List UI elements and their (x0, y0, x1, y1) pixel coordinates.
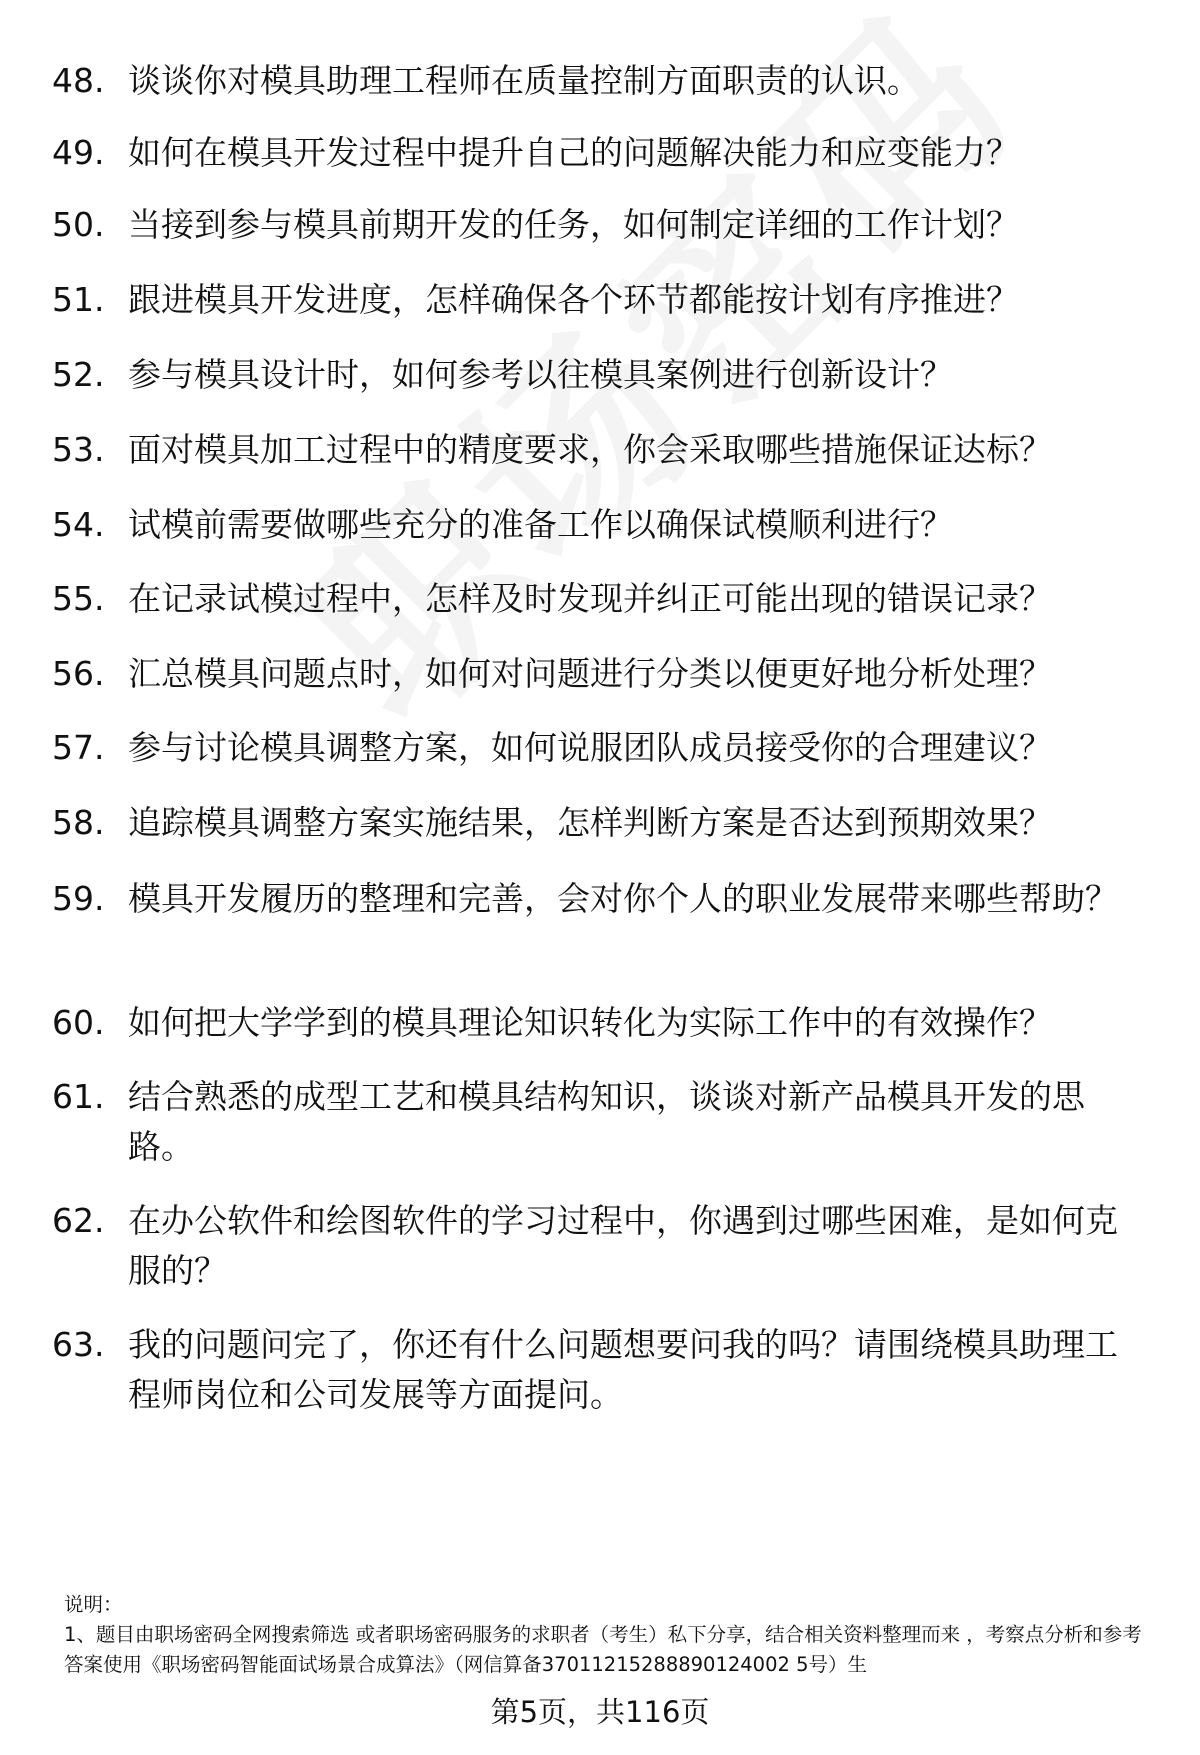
question-number: 55. (52, 579, 105, 618)
question-item (52, 574, 1152, 624)
question-text: 当接到参与模具前期开发的任务，如何制定详细的工作计划？ (128, 205, 1019, 244)
question-text: 如何把大学学到的模具理论知识转化为实际工作中的有效操作？ (128, 1003, 1052, 1042)
question-text: 在记录试模过程中，怎样及时发现并纠正可能出现的错误记录？ (128, 579, 1052, 618)
question-number: 48. (52, 61, 105, 100)
question-text: 试模前需要做哪些充分的准备工作以确保试模顺利进行？ (128, 505, 953, 544)
question-text: 谈谈你对模具助理工程师在质量控制方面职责的认识。 (128, 61, 920, 100)
question-text: 结合熟悉的成型工艺和模具结构知识，谈谈对新产品模具开发的思路。 (128, 1077, 1085, 1166)
notes-section (64, 1590, 1154, 1680)
question-number: 62. (52, 1201, 105, 1240)
question-number: 54. (52, 505, 105, 544)
question-item (52, 425, 1152, 475)
question-number: 53. (52, 430, 105, 469)
question-number: 57. (52, 728, 105, 767)
question-item (52, 1196, 1152, 1296)
question-number: 49. (52, 133, 105, 172)
question-number: 56. (52, 654, 105, 693)
question-item (52, 1320, 1152, 1420)
question-text: 跟进模具开发进度，怎样确保各个环节都能按计划有序推进？ (128, 280, 1019, 319)
question-item (52, 723, 1152, 773)
question-item (52, 1072, 1152, 1172)
question-item (52, 998, 1152, 1048)
question-item (52, 200, 1152, 250)
notes-heading: 说明： (64, 1593, 123, 1616)
page-number: 第5页，共116页 (490, 1695, 710, 1729)
notes-item: 1、题目由职场密码全网搜索筛选 或者职场密码服务的求职者（考生）私下分享，结合相关资料整理而来 ，考察点分析和参考答案使用《职场密码智能面试场景合成算法》（网信算备37011215288890124002 5号）生 (64, 1623, 1142, 1676)
question-text: 参与模具设计时，如何参考以往模具案例进行创新设计？ (128, 355, 953, 394)
question-text: 在办公软件和绘图软件的学习过程中，你遇到过哪些困难，是如何克服的？ (128, 1201, 1118, 1290)
question-item (52, 275, 1152, 325)
question-number: 58. (52, 803, 105, 842)
question-text: 参与讨论模具调整方案，如何说服团队成员接受你的合理建议？ (128, 728, 1052, 767)
question-number: 52. (52, 355, 105, 394)
question-number: 50. (52, 205, 105, 244)
question-item (52, 500, 1152, 550)
question-item (52, 874, 1152, 924)
question-text: 汇总模具问题点时，如何对问题进行分类以便更好地分析处理？ (128, 654, 1052, 693)
question-item (52, 128, 1152, 178)
question-text: 面对模具加工过程中的精度要求，你会采取哪些措施保证达标？ (128, 430, 1052, 469)
question-text: 如何在模具开发过程中提升自己的问题解决能力和应变能力？ (128, 133, 1019, 172)
question-item (52, 798, 1152, 848)
question-number: 51. (52, 280, 105, 319)
question-text: 我的问题问完了，你还有什么问题想要问我的吗？请围绕模具助理工程师岗位和公司发展等方面提问。 (128, 1325, 1118, 1414)
question-text: 模具开发履历的整理和完善，会对你个人的职业发展带来哪些帮助？ (128, 879, 1118, 918)
question-number: 63. (52, 1325, 105, 1364)
question-number: 59. (52, 879, 105, 918)
question-item (52, 350, 1152, 400)
question-item (52, 56, 1152, 106)
question-number: 60. (52, 1003, 105, 1042)
question-number: 61. (52, 1077, 105, 1116)
question-text: 追踪模具调整方案实施结果，怎样判断方案是否达到预期效果？ (128, 803, 1052, 842)
question-item (52, 649, 1152, 699)
